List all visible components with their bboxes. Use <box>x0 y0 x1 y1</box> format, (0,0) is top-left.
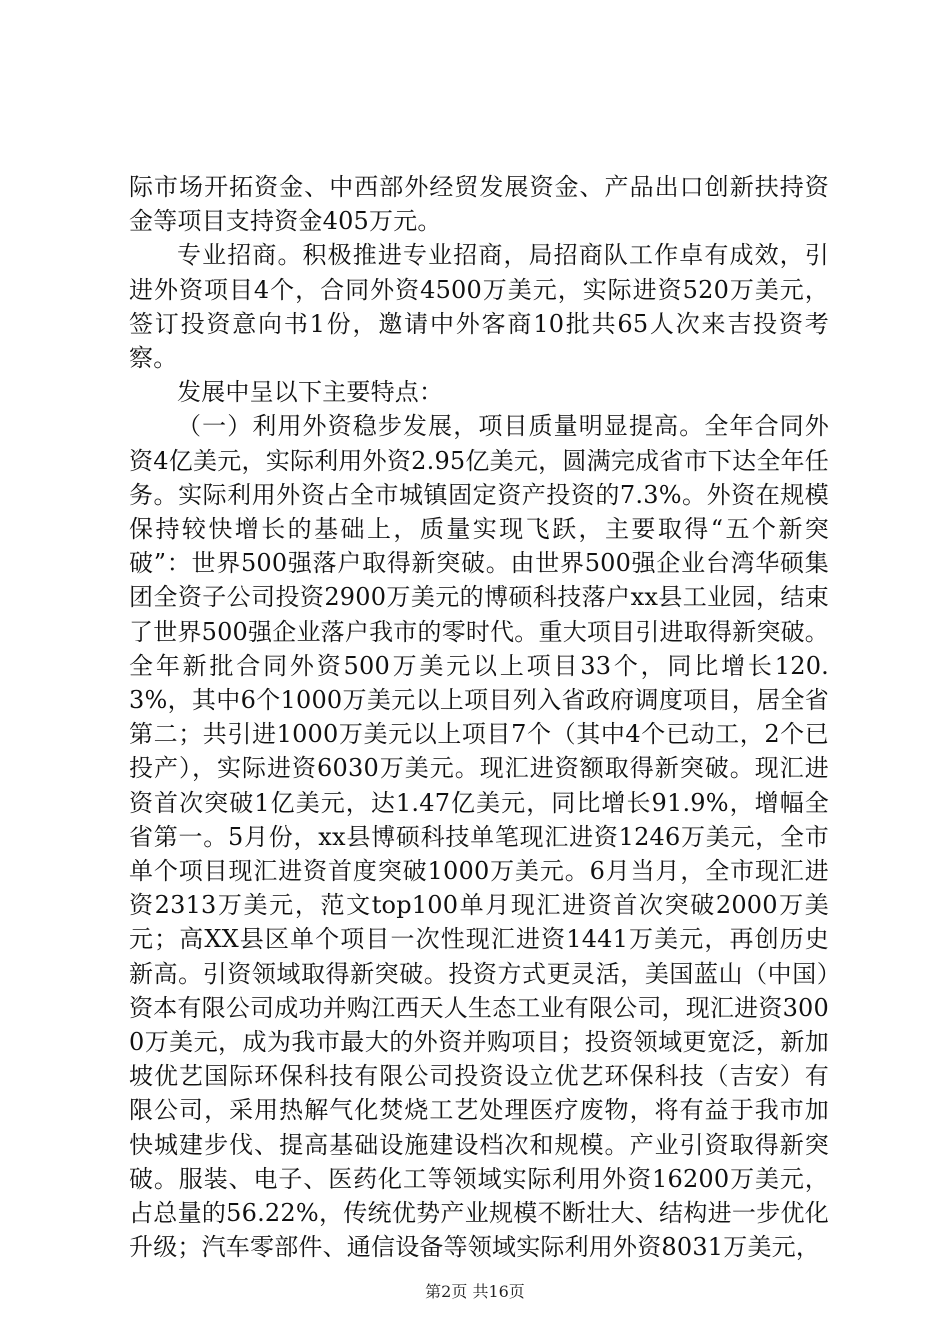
page-number-footer: 第2页 共16页 <box>425 1282 525 1301</box>
document-body <box>129 170 829 1265</box>
paragraph-professional-investment: 专业招商。积极推进专业招商，局招商队工作卓有成效，引进外资项目4个，合同外资4500万美元，实际进资520万美元，签订投资意向书1份，邀请中外客商10批共65人次来吉投资考察。 <box>129 241 829 373</box>
paragraph-continuation: 际市场开拓资金、中西部外经贸发展资金、产品出口创新扶持资金等项目支持资金405万元。 <box>129 173 829 236</box>
paragraph-foreign-investment: （一）利用外资稳步发展，项目质量明显提高。全年合同外资4亿美元，实际利用外资2.95亿美元，圆满完成省市下达全年任务。实际利用外资占全市城镇固定资产投资的7.3%。外资在规模保持较快增长的基础上，质量实现飞跃，主要取得“五个新突破”：世界500强落户取得新突破。由世界500强企业台湾华硕集团全资子公司投资2900万美元的博硕科技落户xx县工业园，结束了世界500强企业落户我市的零时代。重大项目引进取得新突破。全年新批合同外资500万美元以上项目33个，同比增长120.3%，其中6个1000万美元以上项目列入省政府调度项目，居全省第二；共引进1000万美元以上项目7个（其中4个已动工，2个已投产），实际进资6030万美元。现汇进资额取得新突破。现汇进资首次突破1亿美元，达1.47亿美元，同比增长91.9%，增幅全省第一。5月份，xx县博硕科技单笔现汇进资1246万美元，全市单个项目现汇进资首度突破1000万美元。6月当月，全市现汇进资2313万美元，范文top100单月现汇进资首次突破2000万美元；高XX县区单个项目一次性现汇进资1441万美元，再创历史新高。引资领域取得新突破。投资方式更灵活，美国蓝山（中国）资本有限公司成功并购江西天人生态工业有限公司，现汇进资3000万美元，成为我市最大的外资并购项目；投资领域更宽泛，新加坡优艺国际环保科技有限公司投资设立优艺环保科技（吉安）有限公司，采用热解气化焚烧工艺处理医疗废物，将有益于我市加快城建步伐、提高基础设施建设档次和规模。产业引资取得新突破。服装、电子、医药化工等领域实际利用外资16200万美元，占总量的56.22%，传统优势产业规模不断壮大、结构进一步优化升级；汽车零部件、通信设备等领域实际利用外资8031万美元， <box>129 412 829 1262</box>
paragraph-features-intro: 发展中呈以下主要特点： <box>177 378 444 407</box>
